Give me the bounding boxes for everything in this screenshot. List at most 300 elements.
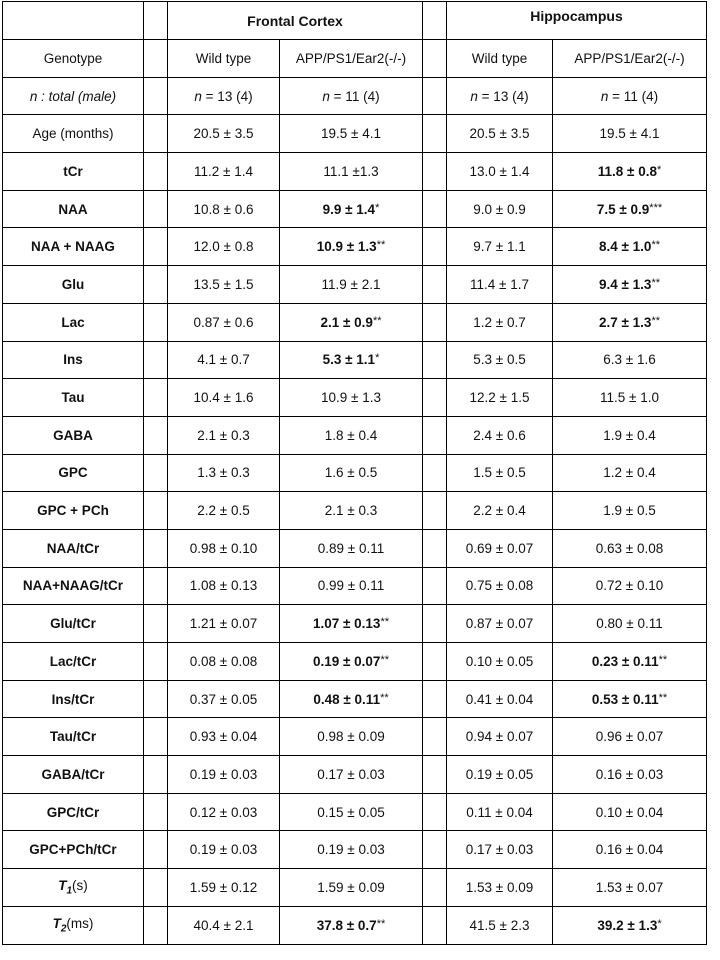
table-cell <box>280 379 423 417</box>
gap-cell <box>423 906 447 944</box>
row-label: Lac/tCr <box>3 643 144 681</box>
gap-cell <box>423 680 447 718</box>
table-row <box>3 831 707 869</box>
cell-value: 7.5 ± 0.9 <box>596 201 650 217</box>
table-row <box>3 303 707 341</box>
table-row <box>3 190 707 228</box>
gap-cell <box>423 303 447 341</box>
table-cell <box>553 190 707 228</box>
table-cell <box>447 190 553 228</box>
cell-value: 8.4 ± 1.0 <box>598 239 652 255</box>
row-label-symbol: T <box>52 915 61 931</box>
cell-value: 0.16 ± 0.03 <box>595 766 664 782</box>
cell-value: 0.15 ± 0.05 <box>317 804 385 820</box>
gap-cell <box>144 190 168 228</box>
gap-cell <box>423 605 447 643</box>
table-cell <box>447 906 553 944</box>
table-cell <box>447 643 553 681</box>
cell-value: 0.98 ± 0.09 <box>317 729 385 745</box>
cell-value: 0.10 ± 0.05 <box>465 653 534 669</box>
table-cell <box>447 454 553 492</box>
table-cell <box>553 529 707 567</box>
gap-cell <box>144 228 168 266</box>
table-cell <box>447 793 553 831</box>
cell-value: 0.80 ± 0.11 <box>596 616 663 632</box>
table-cell <box>553 266 707 304</box>
cell-value: 11.8 ± 0.8 <box>597 163 657 179</box>
cell-value: 13.5 ± 1.5 <box>193 276 254 292</box>
cell-value: 5.3 ± 1.1 <box>322 352 376 368</box>
gap-cell <box>423 228 447 266</box>
significance-marker: ** <box>380 653 390 666</box>
cell-value: 0.19 ± 0.03 <box>317 842 385 858</box>
table-cell <box>280 831 423 869</box>
cell-value: 0.93 ± 0.04 <box>189 729 258 745</box>
table-row <box>3 115 707 153</box>
cell-value: 0.53 ± 0.11 <box>591 691 659 707</box>
cell-value: 0.19 ± 0.07 <box>312 653 381 669</box>
header-row <box>3 2 707 40</box>
cell-value: 0.10 ± 0.04 <box>595 804 664 820</box>
row-label: NAA+NAAG/tCr <box>3 567 144 605</box>
cell-value: 0.12 ± 0.03 <box>189 804 258 820</box>
table-row <box>3 680 707 718</box>
gap-cell <box>423 756 447 794</box>
row-label: NAA <box>3 190 144 228</box>
cell-value: 0.63 ± 0.08 <box>595 540 664 556</box>
table-cell <box>168 869 280 907</box>
table-cell <box>168 718 280 756</box>
cell-value: n = 11 (4) <box>322 88 380 104</box>
table-cell <box>553 793 707 831</box>
cell-value: 37.8 ± 0.7 <box>316 917 377 933</box>
cell-value: 11.4 ± 1.7 <box>470 276 529 292</box>
cell-value: 10.8 ± 0.6 <box>193 201 254 217</box>
gap-cell <box>423 831 447 869</box>
row-label: Age (months) <box>3 115 144 153</box>
table-cell <box>280 341 423 379</box>
table-cell <box>553 454 707 492</box>
table-cell <box>280 567 423 605</box>
cell-value: 2.4 ± 0.6 <box>473 427 526 443</box>
table-cell <box>280 869 423 907</box>
cell-value: 2.2 ± 0.4 <box>473 503 526 519</box>
table-row <box>3 529 707 567</box>
table-row <box>3 793 707 831</box>
table-row <box>3 492 707 530</box>
table-cell <box>168 266 280 304</box>
row-label <box>3 869 144 907</box>
table-cell <box>280 718 423 756</box>
table-cell <box>553 416 707 454</box>
table-cell <box>447 567 553 605</box>
gap-cell <box>144 379 168 417</box>
gap-cell <box>144 529 168 567</box>
table-cell <box>280 115 423 153</box>
table-cell <box>553 153 707 191</box>
cell-value: 11.1 ±1.3 <box>323 163 379 179</box>
cell-value: 1.9 ± 0.4 <box>603 427 656 443</box>
gap-cell <box>144 567 168 605</box>
cell-value: 2.7 ± 1.3 <box>598 314 652 330</box>
gap-cell <box>144 303 168 341</box>
significance-marker: *** <box>649 201 663 214</box>
table-cell <box>280 906 423 944</box>
table-cell <box>280 529 423 567</box>
cell-value: 0.19 ± 0.03 <box>189 766 258 782</box>
gap-cell <box>423 718 447 756</box>
cell-value: 9.4 ± 1.3 <box>598 276 652 292</box>
table-cell <box>168 416 280 454</box>
significance-marker: * <box>657 917 662 930</box>
cell-value: 19.5 ± 4.1 <box>599 126 660 142</box>
gap-cell <box>423 341 447 379</box>
row-label: n : total (male) <box>3 77 144 115</box>
gap-cell <box>423 869 447 907</box>
cell-value: 0.08 ± 0.08 <box>189 653 258 669</box>
gap-cell <box>423 643 447 681</box>
table-row <box>3 869 707 907</box>
cell-value: n = 13 (4) <box>194 88 253 104</box>
cell-value: 1.3 ± 0.3 <box>197 465 250 481</box>
significance-marker: ** <box>651 276 660 289</box>
cell-value: 0.75 ± 0.08 <box>465 578 534 594</box>
col-header-hc-wild-type: Wild type <box>447 40 553 78</box>
table-cell <box>168 77 280 115</box>
results-table <box>2 1 707 945</box>
gap-cell <box>423 153 447 191</box>
cell-value: n = 11 (4) <box>600 88 659 104</box>
row-label: GPC + PCh <box>3 492 144 530</box>
gap-cell <box>144 77 168 115</box>
table-cell <box>553 680 707 718</box>
gap-cell <box>423 77 447 115</box>
row-label-subscript: 2 <box>60 923 67 935</box>
table-cell <box>447 831 553 869</box>
cell-value: 39.2 ± 1.3 <box>597 917 658 933</box>
significance-marker: * <box>656 163 662 176</box>
cell-value: 2.2 ± 0.5 <box>197 503 250 519</box>
significance-marker: ** <box>651 239 660 252</box>
cell-value: 0.17 ± 0.03 <box>317 766 385 782</box>
cell-value: 1.53 ± 0.09 <box>465 879 534 895</box>
row-label: GABA/tCr <box>3 756 144 794</box>
cell-value: 20.5 ± 3.5 <box>469 126 530 142</box>
cell-value: 13.0 ± 1.4 <box>469 163 530 179</box>
table-cell <box>280 793 423 831</box>
table-cell <box>553 605 707 643</box>
row-label: Ins/tCr <box>3 680 144 718</box>
table-row <box>3 643 707 681</box>
cell-value: 0.96 ± 0.07 <box>595 729 664 745</box>
gap-cell <box>144 793 168 831</box>
table-cell <box>168 529 280 567</box>
cell-value: 0.41 ± 0.04 <box>465 691 534 707</box>
cell-value: 5.3 ± 0.5 <box>473 352 526 368</box>
table-cell <box>447 529 553 567</box>
header-hippocampus: Hippocampus <box>447 2 707 40</box>
cell-value: 12.0 ± 0.8 <box>193 239 254 255</box>
table-cell <box>553 718 707 756</box>
cell-value: 9.7 ± 1.1 <box>473 239 526 255</box>
gap-cell <box>423 793 447 831</box>
cell-value: 41.5 ± 2.3 <box>469 917 530 933</box>
table-cell <box>168 906 280 944</box>
significance-marker: ** <box>376 917 386 930</box>
table-cell <box>447 379 553 417</box>
row-label: tCr <box>3 153 144 191</box>
row-label: Tau <box>3 379 144 417</box>
cell-value: n = 13 (4) <box>470 88 529 104</box>
significance-marker: ** <box>372 314 382 327</box>
table-row <box>3 228 707 266</box>
cell-value: 1.59 ± 0.12 <box>189 879 258 895</box>
cell-value: 4.1 ± 0.7 <box>197 352 250 368</box>
table-row <box>3 756 707 794</box>
gap-cell <box>144 831 168 869</box>
cell-value: 0.69 ± 0.07 <box>465 540 534 556</box>
row-label: GPC/tCr <box>3 793 144 831</box>
table-cell <box>447 303 553 341</box>
gap-cell <box>144 454 168 492</box>
cell-value: 1.5 ± 0.5 <box>473 465 526 481</box>
cell-value: 10.9 ± 1.3 <box>321 390 381 406</box>
cell-value: 11.9 ± 2.1 <box>321 276 381 292</box>
table-cell <box>447 115 553 153</box>
table-cell <box>168 153 280 191</box>
row-label-unit: (ms) <box>66 915 94 931</box>
gap-cell <box>423 416 447 454</box>
row-label: NAA + NAAG <box>3 228 144 266</box>
table-cell <box>280 605 423 643</box>
cell-value: 40.4 ± 2.1 <box>193 917 254 933</box>
cell-value: 1.9 ± 0.5 <box>603 503 656 519</box>
cell-value: 2.1 ± 0.9 <box>320 314 373 330</box>
table-cell <box>553 492 707 530</box>
cell-value: 0.98 ± 0.10 <box>189 540 258 556</box>
table-cell <box>553 906 707 944</box>
table-cell <box>168 492 280 530</box>
row-label-unit: (s) <box>72 878 88 894</box>
table-row <box>3 454 707 492</box>
table-cell <box>447 680 553 718</box>
row-label: GABA <box>3 416 144 454</box>
gap-cell <box>423 492 447 530</box>
table-cell <box>447 756 553 794</box>
cell-value: 0.16 ± 0.04 <box>595 842 664 858</box>
significance-marker: ** <box>658 653 668 666</box>
cell-value: 1.2 ± 0.4 <box>603 465 656 481</box>
table-cell <box>447 77 553 115</box>
cell-value: 9.9 ± 1.4 <box>322 201 376 217</box>
row-label: Glu <box>3 266 144 304</box>
gap-cell <box>423 40 447 78</box>
table-row <box>3 718 707 756</box>
gap-cell <box>423 190 447 228</box>
table-cell <box>280 228 423 266</box>
cell-value: 0.99 ± 0.11 <box>317 578 385 594</box>
gap-cell <box>144 416 168 454</box>
cell-value: 0.37 ± 0.05 <box>189 691 258 707</box>
table-cell <box>168 793 280 831</box>
table-cell <box>168 303 280 341</box>
cell-value: 0.87 ± 0.07 <box>465 616 534 632</box>
significance-marker: * <box>375 201 380 214</box>
table-cell <box>280 643 423 681</box>
table-row <box>3 379 707 417</box>
table-cell <box>168 756 280 794</box>
table-cell <box>280 492 423 530</box>
table-cell <box>447 153 553 191</box>
table-cell <box>280 266 423 304</box>
gap-cell <box>144 906 168 944</box>
table-row <box>3 77 707 115</box>
table-row <box>3 153 707 191</box>
cell-value: 10.4 ± 1.6 <box>193 390 254 406</box>
significance-marker: ** <box>376 239 386 252</box>
table-cell <box>447 341 553 379</box>
gap-cell <box>423 567 447 605</box>
gap-cell <box>144 492 168 530</box>
cell-value: 0.94 ± 0.07 <box>465 729 534 745</box>
table-cell <box>553 303 707 341</box>
cell-value: 0.89 ± 0.11 <box>317 540 385 556</box>
table-cell <box>553 869 707 907</box>
table-cell <box>447 228 553 266</box>
gap-cell <box>423 266 447 304</box>
cell-value: 6.3 ± 1.6 <box>603 352 656 368</box>
cell-value: 0.23 ± 0.11 <box>591 653 659 669</box>
table-cell <box>553 115 707 153</box>
row-label: Glu/tCr <box>3 605 144 643</box>
gap-cell <box>423 529 447 567</box>
cell-value: 0.19 ± 0.03 <box>189 842 258 858</box>
cell-value: 10.9 ± 1.3 <box>316 239 377 255</box>
table-cell <box>553 341 707 379</box>
table-cell <box>280 416 423 454</box>
table-cell <box>553 77 707 115</box>
gap-cell <box>144 341 168 379</box>
table-row <box>3 906 707 944</box>
table-row <box>3 266 707 304</box>
table-cell <box>280 680 423 718</box>
row-label-symbol: T <box>58 878 67 894</box>
header-corner-cell <box>3 2 144 40</box>
cell-value: 2.1 ± 0.3 <box>324 503 378 519</box>
cell-value: 0.17 ± 0.03 <box>465 842 534 858</box>
table-cell <box>280 153 423 191</box>
table-cell <box>280 77 423 115</box>
gap-cell <box>423 454 447 492</box>
table-row <box>3 567 707 605</box>
table-cell <box>553 228 707 266</box>
gap-cell <box>144 266 168 304</box>
significance-marker: * <box>375 352 380 365</box>
col-header-fc-wild-type: Wild type <box>168 40 280 78</box>
table-cell <box>168 831 280 869</box>
significance-marker: ** <box>380 616 390 629</box>
table-cell <box>280 303 423 341</box>
table-cell <box>168 228 280 266</box>
table-cell <box>447 869 553 907</box>
gap-cell <box>144 643 168 681</box>
table-cell <box>168 190 280 228</box>
row-label: Ins <box>3 341 144 379</box>
cell-value: 19.5 ± 4.1 <box>321 126 381 142</box>
table-cell <box>447 605 553 643</box>
table-cell <box>553 756 707 794</box>
row-label <box>3 906 144 944</box>
gap-cell <box>144 40 168 78</box>
gap-cell <box>144 2 168 40</box>
cell-value: 11.2 ± 1.4 <box>194 163 253 179</box>
cell-value: 1.8 ± 0.4 <box>324 427 378 443</box>
table-cell <box>280 756 423 794</box>
table-cell <box>168 643 280 681</box>
gap-cell <box>144 680 168 718</box>
gap-cell <box>423 2 447 40</box>
gap-cell <box>423 379 447 417</box>
gap-cell <box>144 153 168 191</box>
row-label: Tau/tCr <box>3 718 144 756</box>
table-cell <box>280 454 423 492</box>
table-cell <box>168 115 280 153</box>
gap-cell <box>144 869 168 907</box>
col-header-hc-app: APP/PS1/Ear2(-/-) <box>553 40 707 78</box>
cell-value: 0.19 ± 0.05 <box>465 766 534 782</box>
cell-value: 0.11 ± 0.04 <box>466 804 533 820</box>
cell-value: 1.07 ± 0.13 <box>312 616 381 632</box>
table-row <box>3 605 707 643</box>
col-header-fc-app: APP/PS1/Ear2(-/-) <box>280 40 423 78</box>
row-label-genotype: Genotype <box>3 40 144 78</box>
table-cell <box>553 831 707 869</box>
row-label-subscript: 1 <box>66 885 73 897</box>
cell-value: 0.72 ± 0.10 <box>595 578 664 594</box>
table-cell <box>447 416 553 454</box>
table-cell <box>168 379 280 417</box>
gap-cell <box>144 756 168 794</box>
table-cell <box>168 567 280 605</box>
cell-value: 12.2 ± 1.5 <box>469 390 530 406</box>
gap-cell <box>144 718 168 756</box>
gap-cell <box>423 115 447 153</box>
cell-value: 1.59 ± 0.09 <box>317 879 385 895</box>
header-frontal-cortex: Frontal Cortex <box>168 2 423 40</box>
cell-value: 20.5 ± 3.5 <box>193 126 254 142</box>
table-row <box>3 341 707 379</box>
table-cell <box>553 379 707 417</box>
row-label: Lac <box>3 303 144 341</box>
cell-value: 11.5 ± 1.0 <box>600 390 659 406</box>
cell-value: 2.1 ± 0.3 <box>197 427 250 443</box>
cell-value: 1.53 ± 0.07 <box>595 879 664 895</box>
significance-marker: ** <box>651 314 660 327</box>
table-cell <box>447 492 553 530</box>
table-cell <box>168 680 280 718</box>
cell-value: 1.6 ± 0.5 <box>324 465 378 481</box>
significance-marker: ** <box>658 691 668 704</box>
cell-value: 0.87 ± 0.6 <box>193 314 254 330</box>
table-cell <box>553 643 707 681</box>
cell-value: 1.2 ± 0.7 <box>473 314 526 330</box>
table-row <box>3 416 707 454</box>
gap-cell <box>144 115 168 153</box>
table-cell <box>280 190 423 228</box>
gap-cell <box>144 605 168 643</box>
cell-value: 1.21 ± 0.07 <box>189 616 258 632</box>
row-label: GPC+PCh/tCr <box>3 831 144 869</box>
